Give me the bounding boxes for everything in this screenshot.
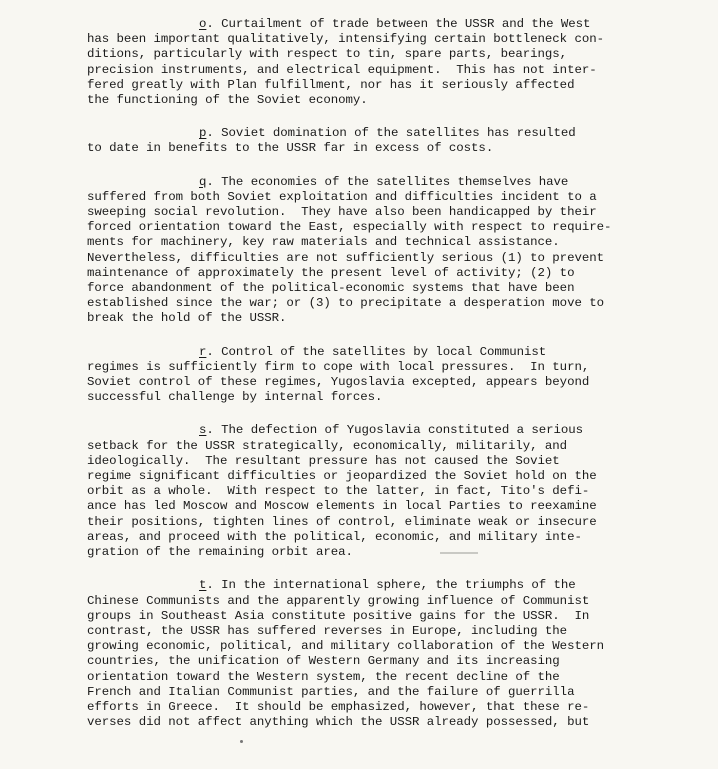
paragraph-line: force abandonment of the political-economic systems that have been [87,281,575,296]
paragraph-r [87,345,627,406]
paragraph-s [87,423,627,560]
paragraph-line-text: . The economies of the satellites themselves have [206,174,569,189]
paragraph-first-line [87,423,627,438]
scan-speck [240,740,243,743]
paragraph-first-line [87,345,627,360]
paragraph-line: Soviet control of these regimes, Yugoslavia excepted, appears beyond [87,375,590,390]
paragraph-line: sweeping social revolution. They have also been handicapped by their [87,205,597,220]
paragraph-letter: p [199,126,207,141]
paragraph-line: ditions, particularly with respect to tin, spare parts, bearings, [87,47,568,62]
paragraph-line: has been important qualitatively, intensifying certain bottleneck con- [87,32,604,47]
paragraph-line: the functioning of the Soviet economy. [87,93,368,108]
paragraph-letter: s [199,423,207,438]
paragraph-line: orientation toward the Western system, the recent decline of the [87,669,560,684]
paragraph-line: Chinese Communists and the apparently growing influence of Communist [87,593,590,608]
paragraph-line-text: . Curtailment of trade between the USSR and the West [206,17,591,31]
paragraph-line: ance has led Moscow and Moscow elements in local Parties to reexamine [87,499,597,514]
paragraph-line-text: . Control of the satellites by local Communist [206,344,547,359]
paragraph-line: gration of the remaining orbit area. [87,545,353,560]
paragraph-line: groups in Southeast Asia constitute positive gains for the USSR. In [87,608,590,623]
paragraph-first-line [87,578,627,593]
paragraph-line-text: . In the international sphere, the triumphs of the [206,578,576,593]
document-body [87,17,627,748]
paragraph-line-text: . Soviet domination of the satellites has resulted [206,126,576,141]
paragraph-line: efforts in Greece. It should be emphasized, however, that these re- [87,699,590,714]
paragraph-line-text: . The defection of Yugoslavia constituted a serious [206,423,584,438]
paragraph-line: fered greatly with Plan fulfillment, nor has it seriously affected [87,77,575,92]
paragraph-line: setback for the USSR strategically, economically, militarily, and [87,438,568,453]
paragraph-o [87,17,627,108]
paragraph-letter: o [199,17,207,31]
paragraph-q [87,175,627,327]
paragraph-line: areas, and proceed with the political, economic, and military inte- [87,529,582,544]
paragraph-line: regimes is sufficiently firm to cope with local pressures. In turn, [87,359,590,374]
paragraph-p [87,126,627,156]
paragraph-line: suffered from both Soviet exploitation and difficulties incident to a [87,189,597,204]
paragraph-line: growing economic, political, and military collaboration of the Western [87,639,604,654]
paragraph-line: countries, the unification of Western Germany and its increasing [87,654,560,669]
paragraph-line: to date in benefits to the USSR far in excess of costs. [87,141,494,156]
paragraph-line: contrast, the USSR has suffered reverses in Europe, including the [87,623,568,638]
paragraph-line: French and Italian Communist parties, and the failure of guerrilla [87,684,575,699]
paragraph-line: their positions, tighten lines of control, eliminate weak or insecure [87,514,597,529]
paragraph-t [87,578,627,730]
paragraph-line: ments for machinery, key raw materials and technical assistance. [87,235,560,250]
paragraph-line: maintenance of approximately the present level of activity; (2) to [87,265,575,280]
paragraph-line: verses did not affect anything which the USSR already possessed, but [87,715,590,730]
paragraph-letter: r [199,344,207,359]
paragraph-letter: q [199,174,207,189]
paragraph-first-line [87,126,627,141]
paragraph-line: ideologically. The resultant pressure has not caused the Soviet [87,453,560,468]
scan-smudge [440,552,478,554]
paragraph-letter: t [199,578,207,593]
paragraph-line: Nevertheless, difficulties are not sufficiently serious (1) to prevent [87,250,604,265]
paragraph-line: forced orientation toward the East, especially with respect to require- [87,220,612,235]
paragraph-line: orbit as a whole. With respect to the latter, in fact, Tito's defi- [87,484,590,499]
paragraph-first-line [87,175,627,190]
paragraph-first-line [87,17,627,32]
paragraph-line: regime significant difficulties or jeopardized the Soviet hold on the [87,469,597,484]
paragraph-line: successful challenge by internal forces. [87,390,383,405]
paragraph-line: established since the war; or (3) to precipitate a desperation move to [87,296,604,311]
paragraph-line: precision instruments, and electrical equipment. This has not inter- [87,62,597,77]
paragraph-line: break the hold of the USSR. [87,311,287,326]
